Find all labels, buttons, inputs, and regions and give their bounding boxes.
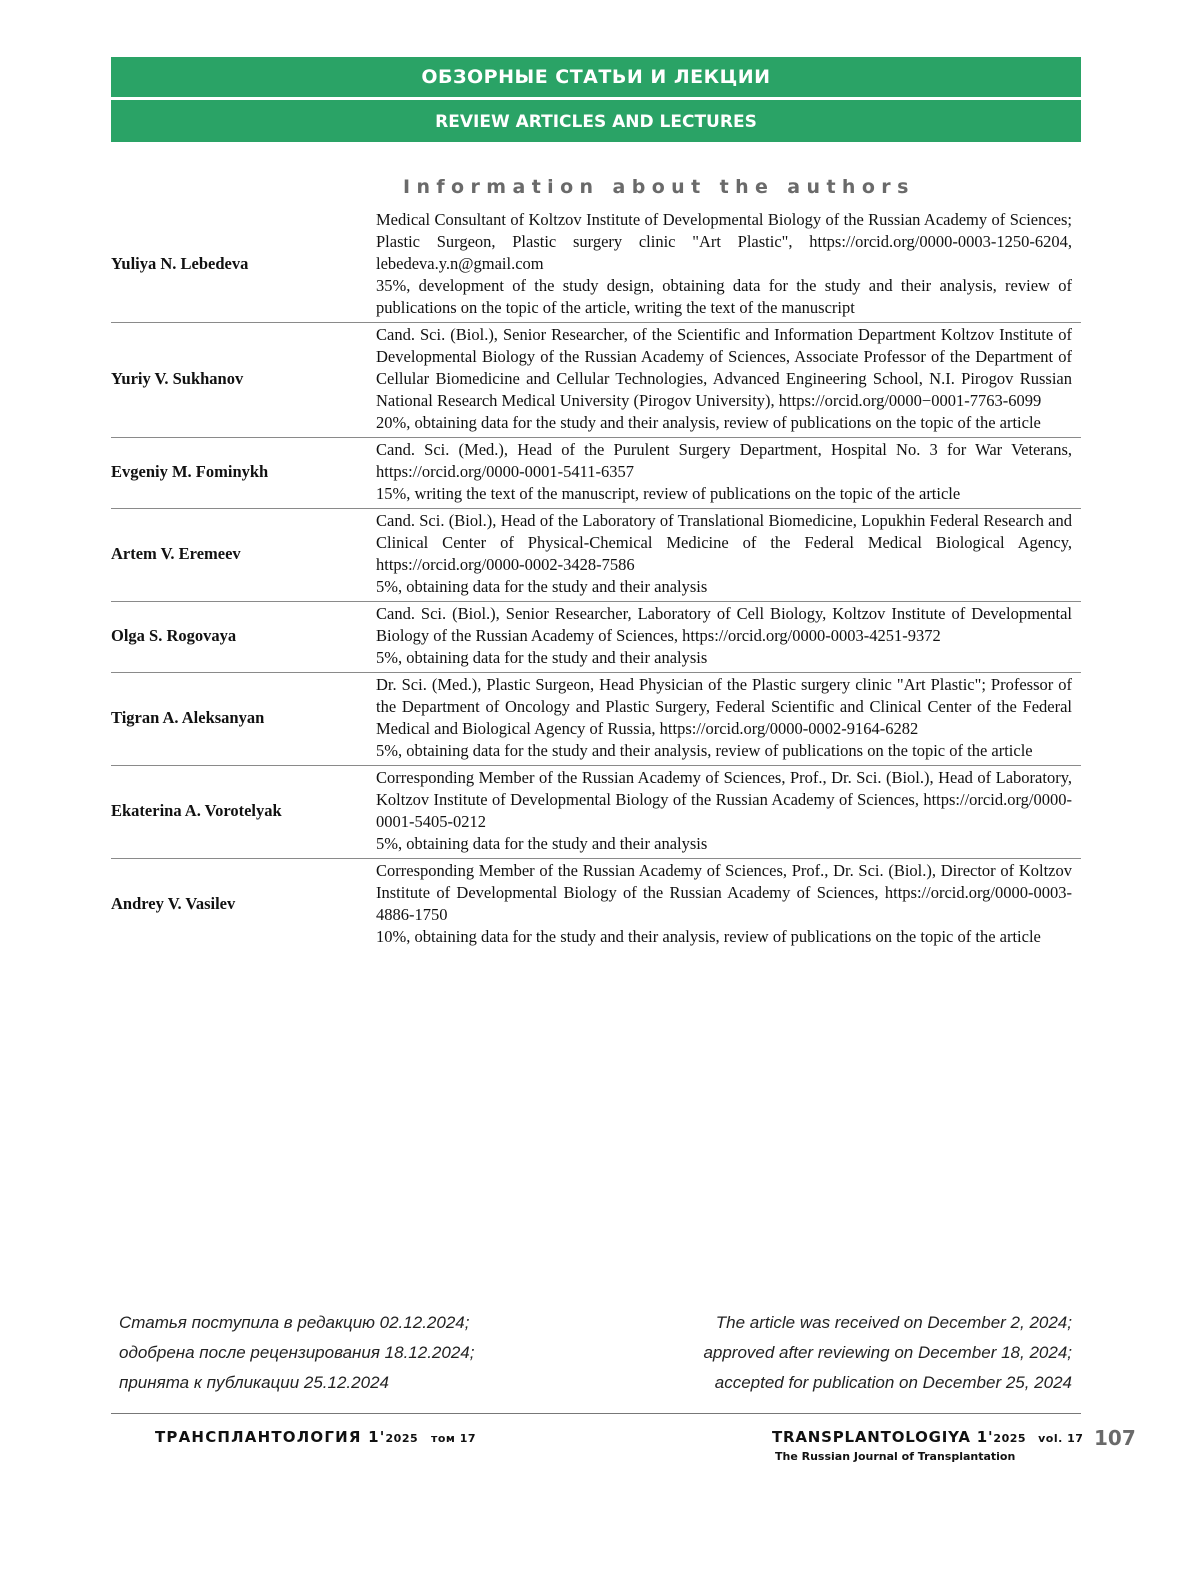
year-en: 2025 <box>993 1432 1027 1445</box>
author-affiliation: Cand. Sci. (Med.), Head of the Purulent Surgery Department, Hospital No. 3 for War Veterans, https://orcid.org/0000-0001-5411-6357 <box>376 440 1072 481</box>
author-info <box>376 860 1072 948</box>
author-info <box>376 767 1072 855</box>
author-name: Ekaterina A. Vorotelyak <box>111 801 282 820</box>
journal-subtitle: The Russian Journal of Transplantation <box>775 1450 1016 1463</box>
author-contribution: 5%, obtaining data for the study and their analysis <box>376 577 708 596</box>
author-info <box>376 439 1072 505</box>
author-info <box>376 603 1072 669</box>
author-name: Andrey V. Vasilev <box>111 894 236 913</box>
author-contribution: 15%, writing the text of the manuscript, review of publications on the topic of the article <box>376 484 961 503</box>
author-name: Evgeniy M. Fominykh <box>111 462 269 481</box>
author-info <box>376 510 1072 598</box>
author-contribution: 20%, obtaining data for the study and their analysis, review of publications on the topic of the article <box>376 413 1041 432</box>
author-affiliation: Cand. Sci. (Biol.), Senior Researcher, Laboratory of Cell Biology, Koltzov Institute of Developmental Biology of the Russian Academy of Sciences, https://orcid.org/0000-0003-4251-9372 <box>376 604 1072 645</box>
year-ru: 2025 <box>385 1432 419 1445</box>
date-line: accepted for publication on December 25, 2024 <box>714 1373 1072 1392</box>
footer-divider <box>111 1413 1081 1414</box>
author-name: Olga S. Rogovaya <box>111 626 237 645</box>
author-row <box>111 208 1081 323</box>
section-banner-ru: ОБЗОРНЫЕ СТАТЬИ И ЛЕКЦИИ <box>111 57 1081 97</box>
volume-en: vol. 17 <box>1038 1432 1084 1445</box>
date-line: одобрена после рецензирования 18.12.2024; <box>119 1343 475 1362</box>
author-name: Artem V. Eremeev <box>111 544 241 563</box>
author-contribution: 10%, obtaining data for the study and their analysis, review of publications on the topic of the article <box>376 927 1041 946</box>
date-line: approved after reviewing on December 18, 2024; <box>703 1343 1072 1362</box>
author-affiliation: Medical Consultant of Koltzov Institute of Developmental Biology of the Russian Academy of Sciences; Plastic Surgeon, Plastic surgery clinic "Art Plastic", https://orcid.org/0000-0003-1250-6204, lebedeva.y.n@gmail.com <box>376 210 1072 273</box>
section-banner-en: REVIEW ARTICLES AND LECTURES <box>111 100 1081 142</box>
author-contribution: 5%, obtaining data for the study and their analysis, review of publications on the topic of the article <box>376 741 1033 760</box>
author-name: Yuriy V. Sukhanov <box>111 369 244 388</box>
article-dates-en <box>703 1308 1072 1398</box>
author-row <box>111 438 1081 509</box>
section-title: Information about the authors <box>403 176 915 198</box>
date-line: The article was received on December 2, 2024; <box>715 1313 1072 1332</box>
author-row <box>111 323 1081 438</box>
author-row <box>111 673 1081 766</box>
author-affiliation: Dr. Sci. (Med.), Plastic Surgeon, Head Physician of the Plastic surgery clinic "Art Plastic"; Professor of the Department of Oncology and Plastic Surgery, Federal Scientific and Clinical Center of the Federal Medical and Biological Agency of Russia, https://orcid.org/0000-0002-9164-6282 <box>376 675 1072 738</box>
article-dates-ru <box>119 1308 474 1398</box>
author-affiliation: Corresponding Member of the Russian Academy of Sciences, Prof., Dr. Sci. (Biol.), Director of Koltzov Institute of Developmental Biology of the Russian Academy of Sciences, https://orcid.org/0000-0003-4886-1750 <box>376 861 1072 924</box>
author-affiliation: Corresponding Member of the Russian Academy of Sciences, Prof., Dr. Sci. (Biol.), Head of Laboratory, Koltzov Institute of Developmental Biology of the Russian Academy of Sciences, https://orcid.org/0000-0001-5405-0212 <box>376 768 1072 831</box>
author-row <box>111 766 1081 859</box>
author-row <box>111 602 1081 673</box>
date-line: Статья поступила в редакцию 02.12.2024; <box>119 1313 470 1332</box>
author-contribution: 5%, obtaining data for the study and their analysis <box>376 648 708 667</box>
author-info <box>376 674 1072 762</box>
footer-journal-en <box>772 1428 1083 1446</box>
author-row <box>111 859 1081 951</box>
author-affiliation: Cand. Sci. (Biol.), Senior Researcher, of the Scientific and Information Department Koltzov Institute of Developmental Biology of the Russian Academy of Sciences, Associate Professor of the Department of Cellular Biomedicine and Cellular Technologies, Advanced Engineering School, N.I. Pirogov Russian National Research Medical University (Pirogov University), https://orcid.org/0000−0001-7763-6099 <box>376 325 1072 410</box>
issue-en: 1' <box>976 1428 994 1446</box>
journal-name-ru: ТРАНСПЛАНТОЛОГИЯ <box>155 1428 362 1446</box>
author-name: Tigran A. Aleksanyan <box>111 708 265 727</box>
author-affiliation: Cand. Sci. (Biol.), Head of the Laboratory of Translational Biomedicine, Lopukhin Federal Research and Clinical Center of Physical-Chemical Medicine of the Federal Medical Biological Agency, https://orcid.org/0000-0002-3428-7586 <box>376 511 1072 574</box>
author-info <box>376 209 1072 319</box>
author-name: Yuliya N. Lebedeva <box>111 254 249 273</box>
author-contribution: 35%, development of the study design, obtaining data for the study and their analysis, review of publications on the topic of the article, writing the text of the manuscript <box>376 276 1072 317</box>
authors-table <box>111 208 1081 951</box>
footer-journal-ru <box>155 1428 476 1446</box>
date-line: принята к публикации 25.12.2024 <box>119 1373 389 1392</box>
author-info <box>376 324 1072 434</box>
author-row <box>111 509 1081 602</box>
issue-ru: 1' <box>368 1428 386 1446</box>
volume-ru: том 17 <box>431 1432 477 1445</box>
author-contribution: 5%, obtaining data for the study and their analysis <box>376 834 708 853</box>
page-number: 107 <box>1094 1426 1136 1450</box>
journal-name-en: TRANSPLANTOLOGIYA <box>772 1428 971 1446</box>
